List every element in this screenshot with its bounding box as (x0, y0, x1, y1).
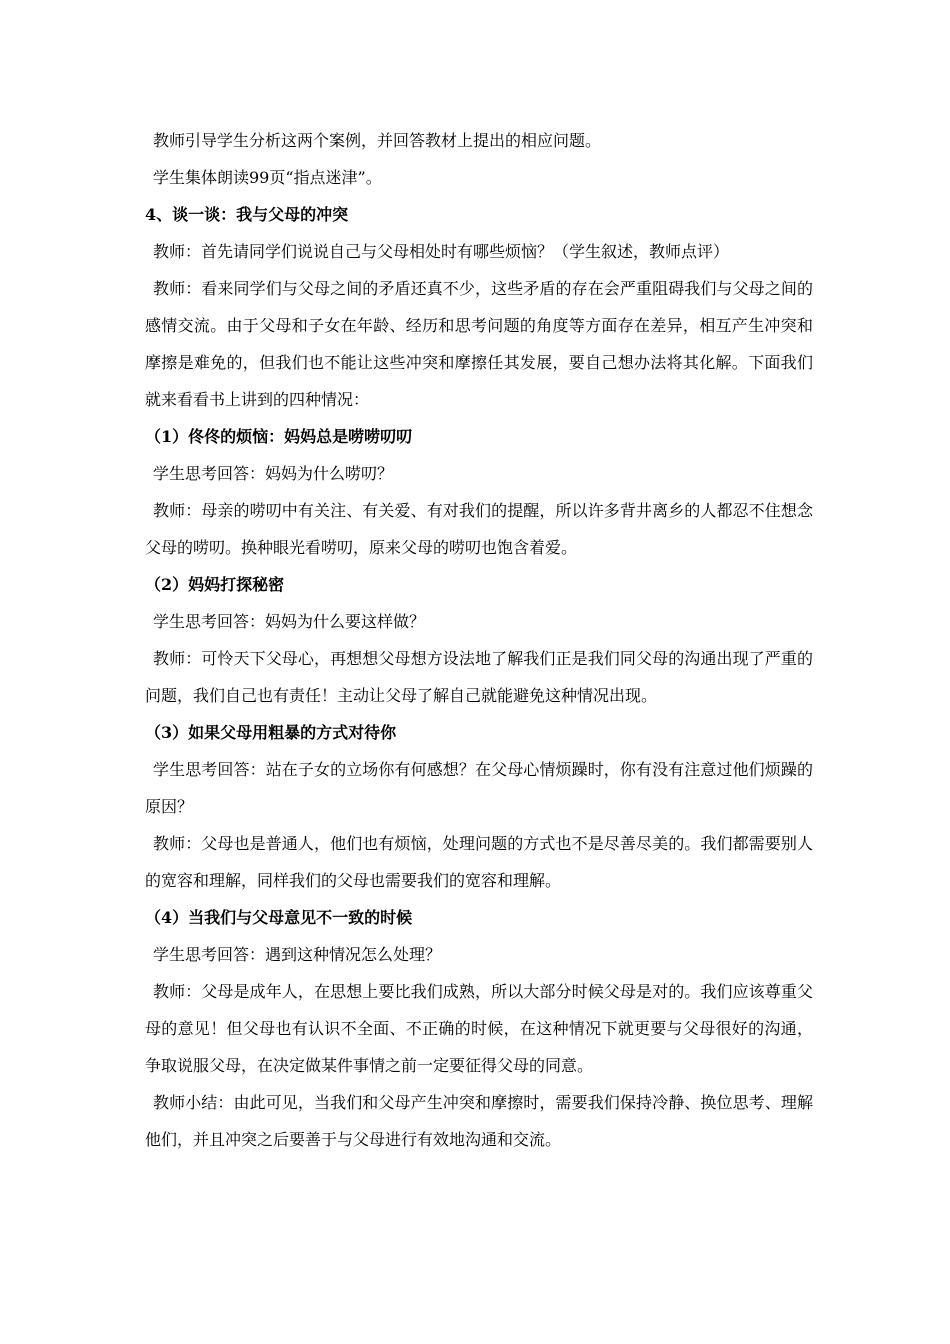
document-body (145, 122, 813, 1158)
section-heading-talk-conflicts: 4、谈一谈：我与父母的冲突 (145, 205, 349, 224)
paragraph-teacher-comment-1: 教师：母亲的唠叨中有关注、有关爱、有对我们的提醒，所以许多背井离乡的人都忍不住想念父母的唠叨。换种眼光看唠叨，原来父母的唠叨也饱含着爱。 (145, 501, 813, 557)
paragraph-teacher-comment-2: 教师：可怜天下父母心，再想想父母想方设法地了解我们正是我们同父母的沟通出现了严重的问题，我们自己也有责任！主动让父母了解自己就能避免这种情况出现。 (145, 649, 813, 705)
paragraph-student-answer-3: 学生思考回答：站在子女的立场你有何感想？在父母心情烦躁时，你有没有注意过他们烦躁的原因？ (145, 760, 813, 816)
subheading-case-4: （4）当我们与父母意见不一致的时候 (145, 908, 413, 927)
subheading-case-3: （3）如果父母用粗暴的方式对待你 (145, 723, 397, 742)
paragraph-students-read-aloud: 学生集体朗读99页“指点迷津”。 (153, 168, 382, 187)
paragraph-teacher-ask-troubles: 教师：首先请同学们说说自己与父母相处时有哪些烦恼？（学生叙述，教师点评） (153, 242, 730, 261)
paragraph-teacher-comment-3: 教师：父母也是普通人，他们也有烦恼，处理问题的方式也不是尽善尽美的。我们都需要别人的宽容和理解，同样我们的父母也需要我们的宽容和理解。 (145, 834, 813, 890)
paragraph-student-answer-4: 学生思考回答：遇到这种情况怎么处理？ (153, 945, 442, 964)
subheading-case-2: （2）妈妈打探秘密 (145, 575, 285, 594)
paragraph-student-answer-1: 学生思考回答：妈妈为什么唠叨？ (153, 464, 394, 483)
paragraph-student-answer-2: 学生思考回答：妈妈为什么要这样做？ (153, 612, 426, 631)
paragraph-teacher-guides-analysis: 教师引导学生分析这两个案例，并回答教材上提出的相应问题。 (153, 131, 602, 150)
paragraph-teacher-comment-4: 教师：父母是成年人，在思想上要比我们成熟，所以大部分时候父母是对的。我们应该尊重父母的意见！但父母也有认识不全面、不正确的时候，在这种情况下就更要与父母很好的沟通，争取说服父母，在决定做某件事情之前一定要征得父母的同意。 (145, 982, 813, 1075)
paragraph-teacher-contradictions: 教师：看来同学们与父母之间的矛盾还真不少，这些矛盾的存在会严重阻碍我们与父母之间的感情交流。由于父母和子女在年龄、经历和思考问题的角度等方面存在差异，相互产生冲突和摩擦是难免的，但我们也不能让这些冲突和摩擦任其发展，要自己想办法将其化解。下面我们就来看看书上讲到的四种情况： (145, 279, 813, 409)
subheading-case-1: （1）佟佟的烦恼：妈妈总是唠唠叨叨 (145, 427, 413, 446)
paragraph-teacher-summary: 教师小结：由此可见，当我们和父母产生冲突和摩擦时，需要我们保持冷静、换位思考、理解他们，并且冲突之后要善于与父母进行有效地沟通和交流。 (145, 1093, 813, 1149)
